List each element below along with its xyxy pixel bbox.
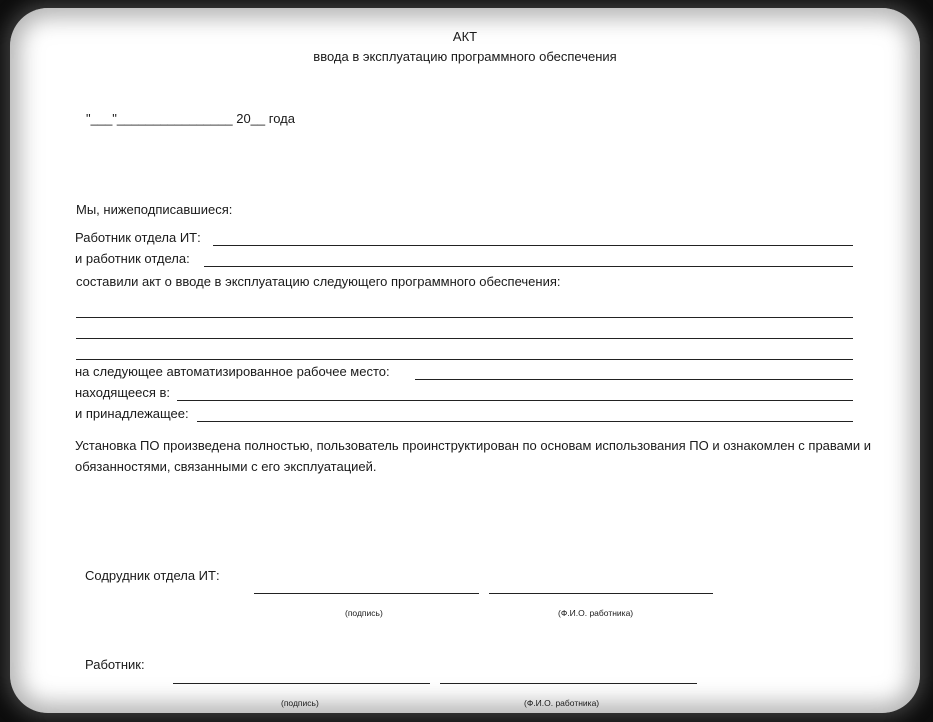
document-subtitle: ввода в эксплуатацию программного обеспечения	[313, 49, 617, 64]
belongs-fill-line	[197, 421, 853, 422]
software-fill-line-1	[76, 317, 853, 318]
it-employee-signature-label: Содрудник отдела ИТ:	[85, 568, 220, 583]
it-employee-name-line	[489, 593, 713, 594]
intro-text: Мы, нижеподписавшиеся:	[76, 202, 233, 217]
workplace-label: на следующее автоматизированное рабочее место:	[75, 364, 390, 379]
workplace-fill-line	[415, 379, 853, 380]
worker-name-line	[440, 683, 697, 684]
it-worker-label: Работник отдела ИТ:	[75, 230, 201, 245]
it-employee-signature-line	[254, 593, 479, 594]
worker-name-caption: (Ф.И.О. работника)	[524, 698, 600, 708]
document-page	[10, 8, 920, 713]
worker-signature-label: Работник:	[85, 657, 145, 672]
date-line: "___"________________ 20__ года	[86, 111, 295, 126]
software-fill-line-3	[76, 359, 853, 360]
it-employee-signature-caption: (подпись)	[345, 608, 383, 618]
dept-worker-fill-line	[204, 266, 853, 267]
worker-signature-caption: (подпись)	[281, 698, 319, 708]
installation-note: Установка ПО произведена полностью, пользователь проинструктирован по основам использования ПО и ознакомлен с правами и обязанностями, связанными с его эксплуатацией.	[75, 438, 871, 474]
located-fill-line	[177, 400, 853, 401]
it-worker-fill-line	[213, 245, 853, 246]
document-title: АКТ	[452, 29, 478, 44]
belongs-label: и принадлежащее:	[75, 406, 189, 421]
dept-worker-label: и работник отдела:	[75, 251, 190, 266]
it-employee-name-caption: (Ф.И.О. работника)	[558, 608, 634, 618]
located-label: находящееся в:	[75, 385, 171, 400]
worker-signature-line	[173, 683, 430, 684]
composed-text: составили акт о вводе в эксплуатацию следующего программного обеспечения:	[76, 274, 561, 289]
software-fill-line-2	[76, 338, 853, 339]
